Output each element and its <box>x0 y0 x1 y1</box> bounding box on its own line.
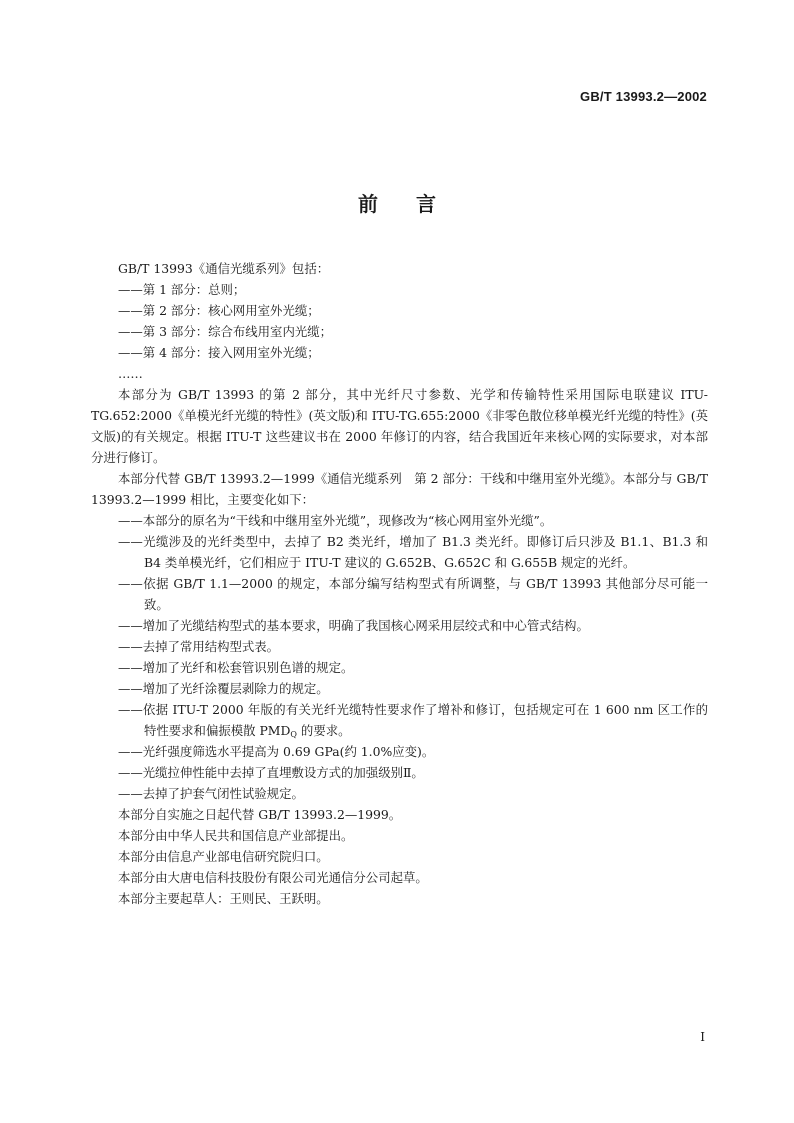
paragraph: …… <box>118 366 143 381</box>
list-item: ——光缆拉伸性能中去掉了直埋敷设方式的加强级别Ⅱ。 <box>118 765 424 780</box>
list-item: ——增加了光缆结构型式的基本要求，明确了我国核心网采用层绞式和中心管式结构。 <box>118 618 589 633</box>
page-number: I <box>700 1030 705 1044</box>
list-item: ——第 1 部分：总则； <box>118 282 246 297</box>
page-title: 前言 <box>358 192 474 216</box>
paragraph: 本部分主要起草人：王则民、王跃明。 <box>118 891 329 906</box>
list-item: ——第 4 部分：接入网用室外光缆； <box>118 345 320 360</box>
list-item: ——去掉了护套气闭性试验规定。 <box>118 786 304 801</box>
list-item: ——光纤强度筛选水平提高为 0.69 GPa(约 1.0%应变)。 <box>118 744 435 759</box>
list-item: ——依据 ITU-T 2000 年版的有关光纤光缆特性要求作了增补和修订，包括规定可在 1 600 nm 区工作的特性要求和偏振模散 $PMD_Q$ 的要求。 <box>118 702 708 739</box>
paragraph: 本部分由中华人民共和国信息产业部提出。 <box>118 828 354 843</box>
standard-code: GB/T 13993.2—2002 <box>580 89 707 104</box>
list-item: ——依据 GB/T 1.1—2000 的规定，本部分编写结构型式有所调整，与 GB/T 13993 其他部分尽可能一致。 <box>118 576 708 612</box>
paragraph: 本部分代替 GB/T 13993.2—1999《通信光缆系列 第 2 部分：干线和中继用室外光缆》。本部分与 GB/T 13993.2—1999 相比，主要变化如下： <box>91 471 708 507</box>
list-item: ——去掉了常用结构型式表。 <box>118 639 280 654</box>
foreword-body <box>91 258 708 909</box>
list-item: ——第 2 部分：核心网用室外光缆； <box>118 303 320 318</box>
paragraph: 本部分由大唐电信科技股份有限公司光通信分公司起草。 <box>118 870 428 885</box>
paragraph: 本部分自实施之日起代替 GB/T 13993.2—1999。 <box>118 807 402 822</box>
subscript: Q <box>290 730 297 739</box>
paragraph: 本部分为 GB/T 13993 的第 2 部分，其中光纤尺寸参数、光学和传输特性采用国际电联建议 ITU-TG.652:2000《单模光纤光缆的特性》(英文版)和 ITU-TG.655:2000《非零色散位移单模光纤光缆的特性》(英文版)的有关规定。根据 ITU-T 这些建议书在 2000 年修订的内容，结合我国近年来核心网的实际要求，对本部分进行修订。 <box>91 387 708 465</box>
list-item: ——增加了光纤和松套管识别色谱的规定。 <box>118 660 354 675</box>
list-item: ——增加了光纤涂覆层剥除力的规定。 <box>118 681 329 696</box>
list-item: ——本部分的原名为“干线和中继用室外光缆”，现修改为“核心网用室外光缆”。 <box>118 513 553 528</box>
paragraph: 本部分由信息产业部电信研究院归口。 <box>118 849 329 864</box>
list-item: ——光缆涉及的光纤类型中，去掉了 B2 类光纤，增加了 B1.3 类光纤。即修订后只涉及 B1.1、B1.3 和 B4 类单模光纤，它们相应于 ITU-T 建议的 G.652B、G.652C 和 G.655B 规定的光纤。 <box>118 534 708 570</box>
list-item: ——第 3 部分：综合布线用室内光缆； <box>118 324 333 339</box>
paragraph: GB/T 13993《通信光缆系列》包括： <box>118 261 330 276</box>
